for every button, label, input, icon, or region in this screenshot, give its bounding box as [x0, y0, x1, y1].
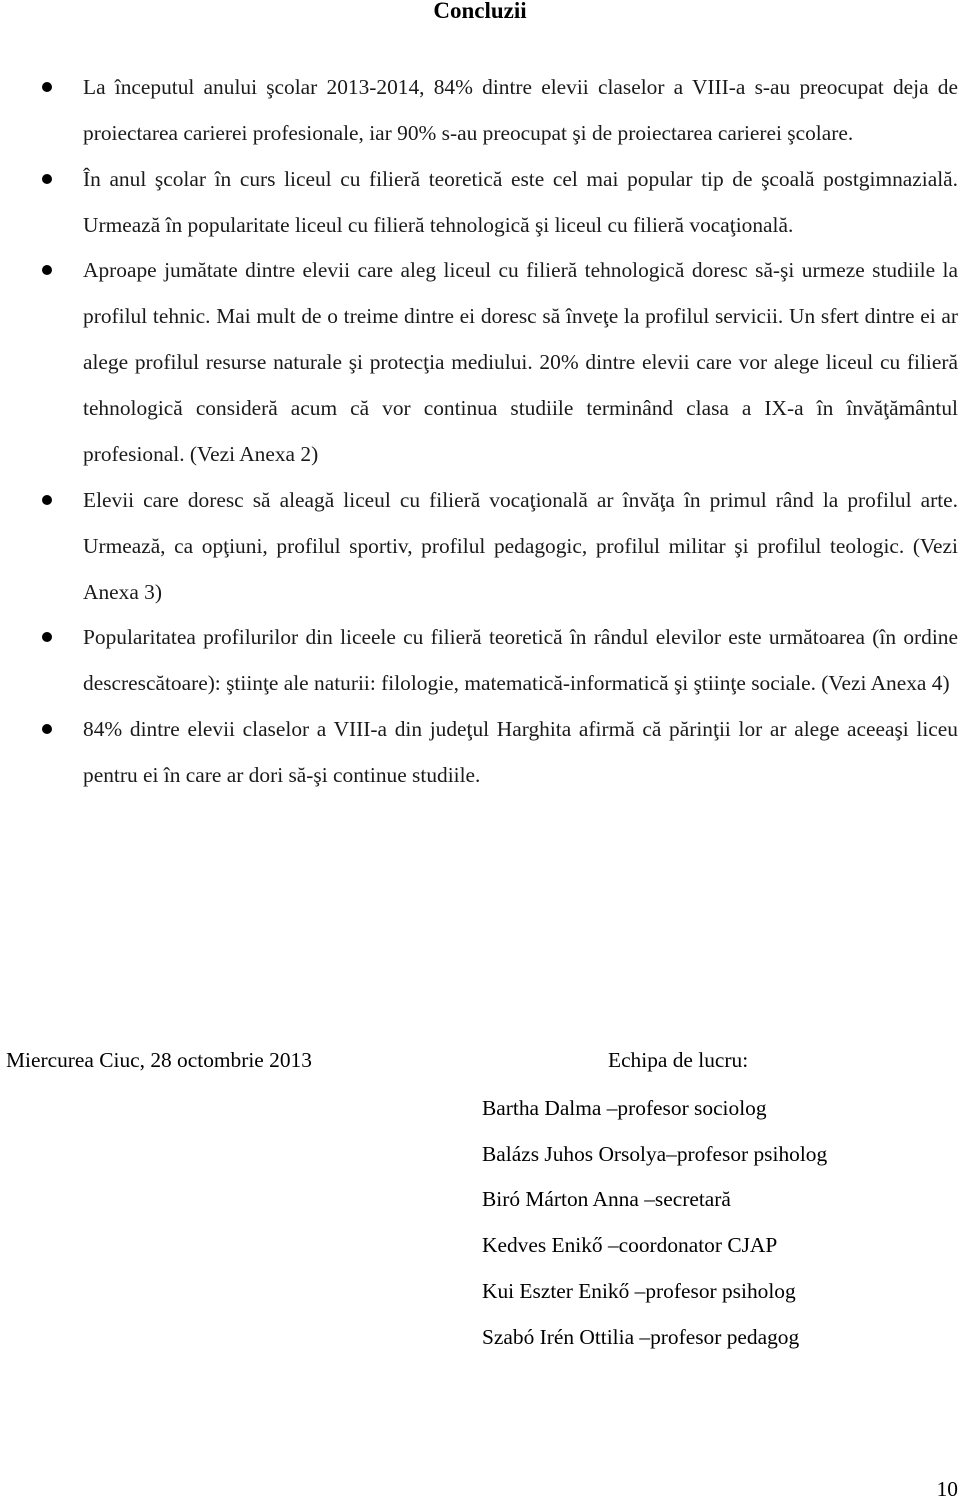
team-block	[482, 1040, 952, 1360]
bullet-icon	[42, 495, 52, 505]
team-member: Bartha Dalma –profesor sociolog	[482, 1096, 767, 1120]
bullet-icon	[42, 174, 52, 184]
team-member: Szabó Irén Ottilia –profesor pedagog	[482, 1324, 800, 1349]
list-item	[0, 477, 960, 615]
bullet-icon	[42, 82, 52, 92]
bullet-icon	[42, 632, 52, 642]
team-member: Kui Eszter Enikő –profesor psiholog	[482, 1278, 796, 1303]
list-item	[0, 64, 960, 156]
place-and-date: Miercurea Ciuc, 28 octombrie 2013	[6, 1048, 312, 1072]
list-item-text: Aproape jumătate dintre elevii care aleg liceul cu filieră tehnologică doresc să-şi urmeze studiile la profilul tehnic. Mai mult de o treime dintre ei doresc să înveţe la profilul servicii. Un sfert dintre ei ar alege profilul resurse naturale şi protecţia mediului. 20% dintre elevii care vor alege liceul cu filieră tehnologică consideră acum că vor continua studiile terminând clasa a IX-a în învăţământul profesional. (Vezi Anexa 2)	[83, 258, 958, 466]
list-item-text: În anul şcolar în curs liceul cu filieră teoretică este cel mai popular tip de şcoală postgimnazială. Urmează în popularitate liceul cu filieră tehnologică şi liceul cu filieră vocaţională.	[83, 166, 958, 237]
team-member: Biró Márton Anna –secretară	[482, 1187, 731, 1212]
conclusions-list	[0, 64, 960, 797]
team-member: Kedves Enikő –coordonator CJAP	[482, 1233, 778, 1258]
bullet-icon	[42, 724, 52, 734]
list-item-text: Popularitatea profilurilor din liceele cu filieră teoretică în rândul elevilor este următoarea (în ordine descrescătoare): ştiinţe ale naturii: filologie, matematică-informatică şi ştiinţe sociale. (Vezi Anexa 4)	[83, 625, 958, 695]
team-heading: Echipa de lucru:	[608, 1048, 749, 1072]
team-members-list	[482, 1086, 952, 1360]
list-item-text: Elevii care doresc să aleagă liceul cu filieră vocaţională ar învăţa în primul rând la profilul arte. Urmează, ca opţiuni, profilul sportiv, profilul pedagogic, profilul militar şi profilul teologic. (Vezi Anexa 3)	[83, 487, 958, 604]
list-item-text: 84% dintre elevii claselor a VIII-a din judeţul Harghita afirmă că părinţii lor ar alege aceeaşi liceu pentru ei în care ar dori să-şi continue studiile.	[83, 716, 958, 787]
list-item	[0, 156, 960, 248]
list-item	[0, 247, 960, 477]
page-title: Concluzii	[433, 0, 527, 23]
bullet-icon	[42, 265, 52, 275]
list-item	[0, 614, 960, 706]
list-item-text: La începutul anului şcolar 2013-2014, 84% dintre elevii claselor a VIII-a s-au preocupat deja de proiectarea carierei profesionale, iar 90% s-au preocupat şi de proiectarea carierei şcolare.	[83, 75, 958, 145]
page-number: 10	[936, 1477, 958, 1501]
list-item	[0, 706, 960, 798]
team-member: Balázs Juhos Orsolya–profesor psiholog	[482, 1141, 828, 1166]
